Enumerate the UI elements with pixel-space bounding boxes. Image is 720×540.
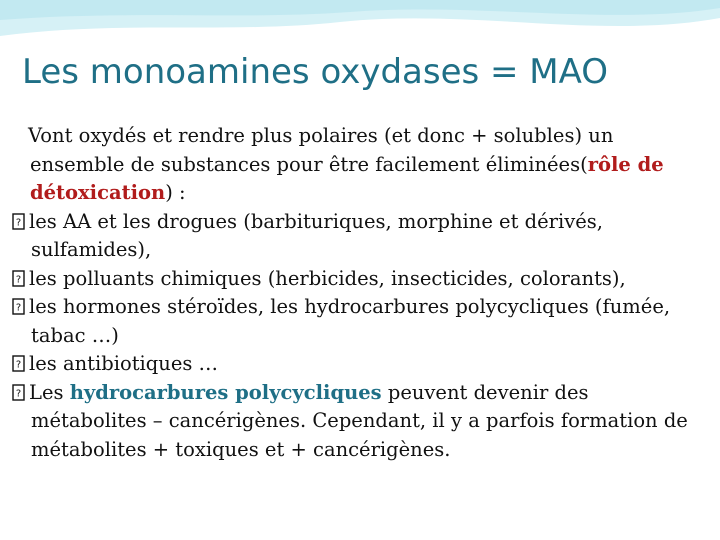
list-item-text: les hormones stéroïdes, les hydrocarbures polycycliques (fumée, tabac …) xyxy=(29,295,671,347)
list-item xyxy=(12,265,702,294)
list-item-text: les antibiotiques … xyxy=(29,352,219,375)
missing-glyph-box-icon xyxy=(12,298,25,315)
svg-text:?: ? xyxy=(15,274,22,285)
missing-glyph-box-icon xyxy=(12,355,25,372)
list-item-text-end: peuvent devenir des métabolites – cancérigènes. Cependant, il y a parfois formation de métabolites + toxiques et + cancérigènes. xyxy=(31,380,688,461)
slide-body xyxy=(12,122,702,464)
list-item-text: les AA et les drogues (barbituriques, morphine et dérivés, sulfamides), xyxy=(29,209,603,261)
missing-glyph-box-icon xyxy=(12,384,25,401)
svg-text:?: ? xyxy=(15,388,22,399)
intro-paragraph xyxy=(12,122,702,208)
list-item xyxy=(12,350,702,379)
header-wave-decoration xyxy=(0,0,720,60)
list-item-highlight: hydrocarbures polycycliques xyxy=(69,380,382,404)
svg-text:?: ? xyxy=(15,302,22,314)
list-item xyxy=(12,293,702,350)
missing-glyph-box-icon xyxy=(12,213,25,230)
missing-glyph-box-icon xyxy=(12,270,25,287)
list-item-text: les polluants chimiques (herbicides, insecticides, colorants), xyxy=(29,266,626,290)
intro-text-end: ) : xyxy=(165,181,186,204)
slide-title: Les monoamines oxydases = MAO xyxy=(22,52,609,92)
intro-highlight: rôle de détoxication xyxy=(30,152,664,204)
svg-text:?: ? xyxy=(15,359,22,371)
list-item xyxy=(12,208,702,265)
list-item xyxy=(12,379,702,465)
svg-text:?: ? xyxy=(15,217,22,228)
intro-text: Vont oxydés et rendre plus polaires (et donc + solubles) un ensemble de substances pour être facilement éliminées( xyxy=(28,124,614,176)
list-item-text: Les xyxy=(29,380,70,404)
